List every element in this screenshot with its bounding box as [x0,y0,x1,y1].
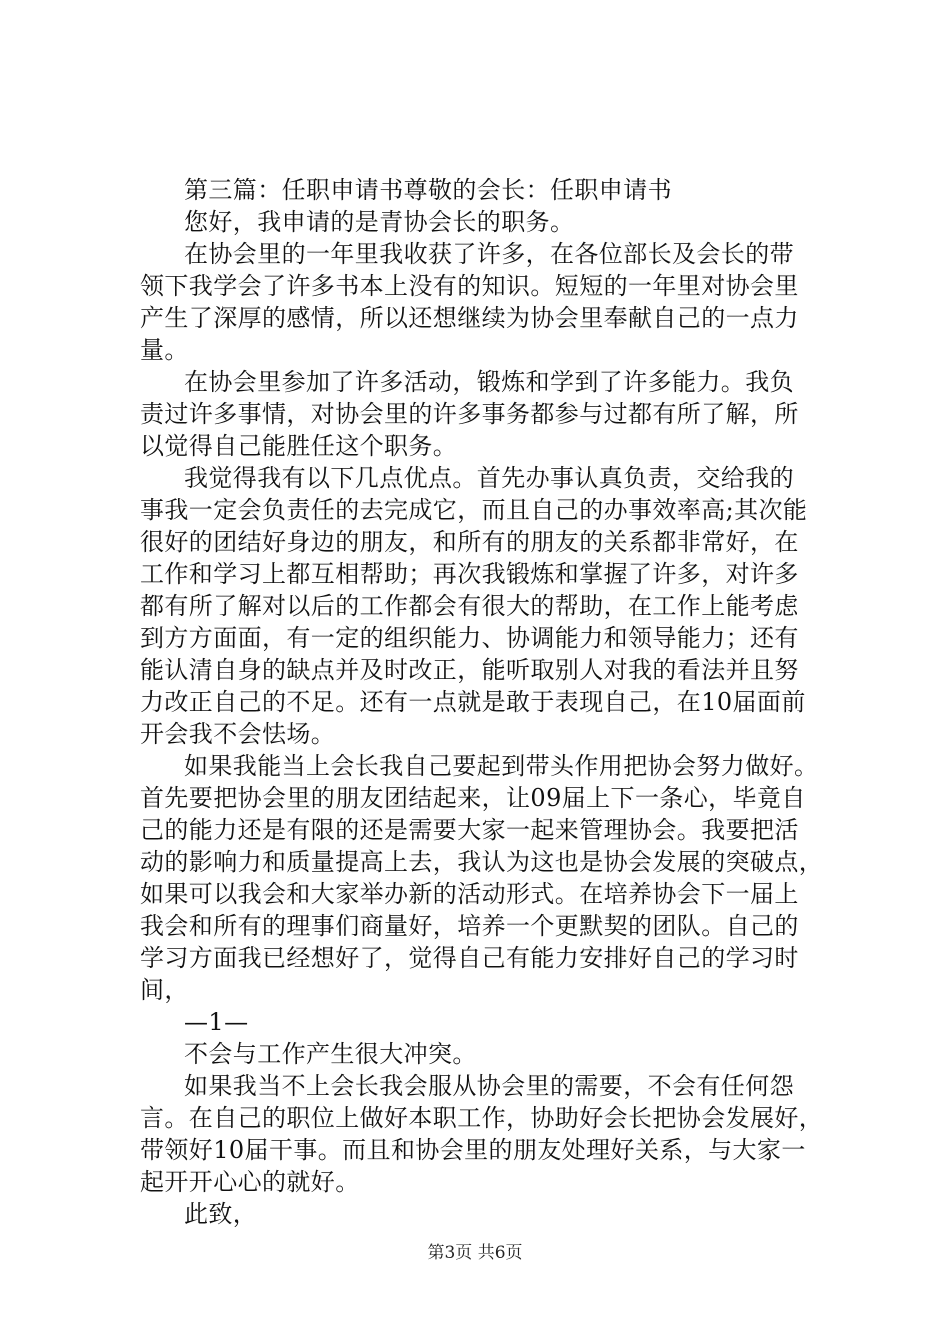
text-line: 事我一定会负责任的去完成它，而且自己的办事效率高;其次能 [140,496,808,524]
text-line: 量。 [140,336,189,364]
page-footer: 第3页 共6页 [427,1243,523,1263]
text-line: 责过许多事情，对协会里的许多事务都参与过都有所了解，所 [140,400,799,428]
text-line: 领下我学会了许多书本上没有的知识。短短的一年里对协会里 [140,272,799,300]
text-line: 开会我不会怯场。 [140,720,336,748]
text-line: 到方方面面，有一定的组织能力、协调能力和领导能力；还有 [140,624,799,652]
text-line: 力改正自己的不足。还有一点就是敢于表现自己，在10届面前 [140,688,806,716]
text-line: 间， [140,976,189,1004]
text-line: 产生了深厚的感情，所以还想继续为协会里奉献自己的一点力 [140,304,799,332]
text-line: 工作和学习上都互相帮助；再次我锻炼和掌握了许多，对许多 [140,560,799,588]
document-body [140,174,840,1230]
text-line: 如果我能当上会长我自己要起到带头作用把协会努力做好。 [184,752,819,780]
text-line: 带领好10届干事。而且和协会里的朋友处理好关系，与大家一 [140,1136,806,1164]
text-line: 动的影响力和质量提高上去，我认为这也是协会发展的突破点， [140,848,824,876]
text-line: 首先要把协会里的朋友团结起来，让09届上下一条心，毕竟自 [140,784,806,812]
text-line: 都有所了解对以后的工作都会有很大的帮助，在工作上能考虑 [140,592,799,620]
text-line-greeting: 您好，我申请的是青协会长的职务。 [184,208,575,236]
text-line: 如果可以我会和大家举办新的活动形式。在培养协会下一届上 [140,880,799,908]
text-line: 己的能力还是有限的还是需要大家一起来管理协会。我要把活 [140,816,799,844]
text-line: 在协会里参加了许多活动，锻炼和学到了许多能力。我负 [184,368,794,396]
text-line: 不会与工作产生很大冲突。 [184,1040,477,1068]
text-line: 我觉得我有以下几点优点。首先办事认真负责，交给我的 [184,464,794,492]
text-line: 能认清自身的缺点并及时改正，能听取别人对我的看法并且努 [140,656,799,684]
text-line: 如果我当不上会长我会服从协会里的需要，不会有任何怨 [184,1072,794,1100]
text-line-heading: 第三篇：任职申请书尊敬的会长：任职申请书 [184,176,672,204]
text-line-closing: 此致， [184,1200,258,1228]
text-line: 在协会里的一年里我收获了许多，在各位部长及会长的带 [184,240,794,268]
text-line: 起开开心心的就好。 [140,1168,360,1196]
text-line: 言。在自己的职位上做好本职工作，协助好会长把协会发展好， [140,1104,824,1132]
inline-page-marker: —1— [184,1008,249,1036]
text-line: 以觉得自己能胜任这个职务。 [140,432,458,460]
text-line: 学习方面我已经想好了，觉得自己有能力安排好自己的学习时 [140,944,799,972]
text-line: 我会和所有的理事们商量好，培养一个更默契的团队。自己的 [140,912,799,940]
text-line: 很好的团结好身边的朋友，和所有的朋友的关系都非常好，在 [140,528,799,556]
